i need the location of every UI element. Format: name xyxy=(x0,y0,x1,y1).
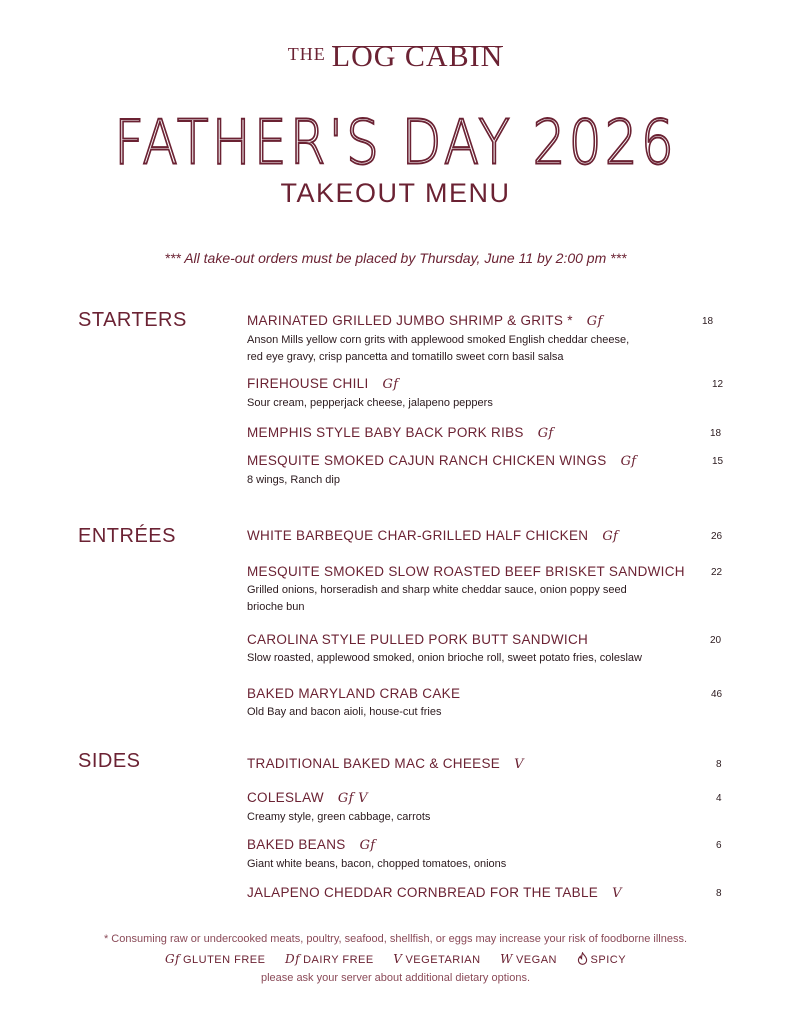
item-price-beans: 6 xyxy=(716,840,722,851)
menu-item-beans xyxy=(247,836,723,873)
legend-symbol: W xyxy=(500,952,513,966)
section-sides: SIDES xyxy=(78,750,141,772)
legend-vegan xyxy=(500,952,557,966)
legend-dairy-free xyxy=(285,952,374,966)
menu-item-crab xyxy=(247,685,723,721)
legend-symbol: Df xyxy=(285,952,301,966)
menu-item-mac xyxy=(247,755,723,773)
item-description: Creamy style, green cabbage, carrots xyxy=(247,811,431,823)
brand-the: THE xyxy=(287,44,326,64)
item-tags: Gf xyxy=(586,314,603,329)
item-tags: Gf xyxy=(620,454,637,469)
item-name: BAKED MARYLAND CRAB CAKE xyxy=(247,686,461,701)
item-description: Grilled onions, horseradish and sharp white cheddar sauce, onion poppy seed brioche bun xyxy=(247,584,627,613)
menu-item-chicken xyxy=(247,527,723,545)
item-price-wings: 15 xyxy=(712,456,724,467)
item-price-mac: 8 xyxy=(716,759,722,770)
legend-label: VEGAN xyxy=(515,954,557,966)
legend-label: DAIRY FREE xyxy=(303,954,374,966)
dietary-legend xyxy=(0,952,791,966)
menu-item-coleslaw xyxy=(247,789,723,826)
item-tags: Gf xyxy=(382,377,399,392)
section-starters: STARTERS xyxy=(78,309,187,331)
legend-gluten-free xyxy=(165,952,266,966)
item-name: MESQUITE SMOKED SLOW ROASTED BEEF BRISKET SANDWICH xyxy=(247,564,685,579)
title-wrap xyxy=(0,108,791,179)
item-description: Anson Mills yellow corn grits with applewood smoked English cheddar cheese, red eye gravy, crisp pancetta and tomatillo sweet corn basil salsa xyxy=(247,334,630,363)
menu-item-chili xyxy=(247,375,723,412)
legend-label: GLUTEN FREE xyxy=(182,954,266,966)
item-name: CAROLINA STYLE PULLED PORK BUTT SANDWICH xyxy=(247,632,589,647)
item-tags: Gf xyxy=(537,426,554,441)
item-name: MEMPHIS STYLE BABY BACK PORK RIBS xyxy=(247,425,524,440)
brand-logo xyxy=(0,40,791,74)
item-price-brisket: 22 xyxy=(711,567,723,578)
item-name: MESQUITE SMOKED CAJUN RANCH CHICKEN WINGS xyxy=(247,453,607,468)
menu-item-cornbread xyxy=(247,884,723,902)
legend-symbol: V xyxy=(393,952,403,966)
menu-item-brisket xyxy=(247,563,723,616)
item-price-shrimp: 18 xyxy=(702,316,714,327)
item-description: Old Bay and bacon aioli, house-cut fries xyxy=(247,706,442,718)
flame-icon xyxy=(577,952,588,965)
item-price-chili: 12 xyxy=(712,379,724,390)
item-price-chicken: 26 xyxy=(711,531,723,542)
item-name: FIREHOUSE CHILI xyxy=(247,376,369,391)
legend-label: VEGETARIAN xyxy=(405,954,481,966)
menu-item-wings xyxy=(247,452,723,489)
item-name: JALAPENO CHEDDAR CORNBREAD FOR THE TABLE xyxy=(247,885,599,900)
item-price-coleslaw: 4 xyxy=(716,793,722,804)
legend-spicy xyxy=(577,952,627,966)
item-name: BAKED BEANS xyxy=(247,837,346,852)
item-tags: Gf xyxy=(359,838,376,853)
item-tags: V xyxy=(612,886,622,901)
legend-vegetarian xyxy=(393,952,480,966)
item-name: COLESLAW xyxy=(247,790,324,805)
item-tags: V xyxy=(514,757,524,772)
item-description: Slow roasted, applewood smoked, onion brioche roll, sweet potato fries, coleslaw xyxy=(247,652,642,664)
legend-symbol: Gf xyxy=(164,952,180,966)
foodborne-disclaimer: * Consuming raw or undercooked meats, poultry, seafood, shellfish, or eggs may increase your risk of foodborne illness. xyxy=(103,933,688,945)
legend-label: SPICY xyxy=(590,954,627,966)
item-price-cornbread: 8 xyxy=(716,888,722,899)
order-notice: *** All take-out orders must be placed by Thursday, June 11 by 2:00 pm *** xyxy=(164,250,627,266)
menu-item-ribs xyxy=(247,424,723,442)
item-description: Sour cream, pepperjack cheese, jalapeno peppers xyxy=(247,397,493,409)
item-name: WHITE BARBEQUE CHAR-GRILLED HALF CHICKEN xyxy=(247,528,589,543)
section-entrees: ENTRÉES xyxy=(78,525,176,547)
page-subtitle: TAKEOUT MENU xyxy=(280,178,511,208)
item-price-ribs: 18 xyxy=(710,428,722,439)
item-description: 8 wings, Ranch dip xyxy=(247,474,340,486)
item-name: MARINATED GRILLED JUMBO SHRIMP & GRITS * xyxy=(247,313,573,328)
item-description: Giant white beans, bacon, chopped tomatoes, onions xyxy=(247,858,507,870)
dietary-note: please ask your server about additional dietary options. xyxy=(260,972,531,984)
menu-item-pork xyxy=(247,631,723,667)
item-name: TRADITIONAL BAKED MAC & CHEESE xyxy=(247,756,501,771)
menu-item-shrimp xyxy=(247,312,723,366)
brand-name: LOG CABIN xyxy=(331,40,504,73)
page-title: FATHER'S DAY 2026 xyxy=(114,108,677,179)
item-tags: Gf xyxy=(602,529,619,544)
item-tags: Gf V xyxy=(337,791,368,806)
item-price-pork: 20 xyxy=(710,635,722,646)
item-price-crab: 46 xyxy=(711,689,723,700)
